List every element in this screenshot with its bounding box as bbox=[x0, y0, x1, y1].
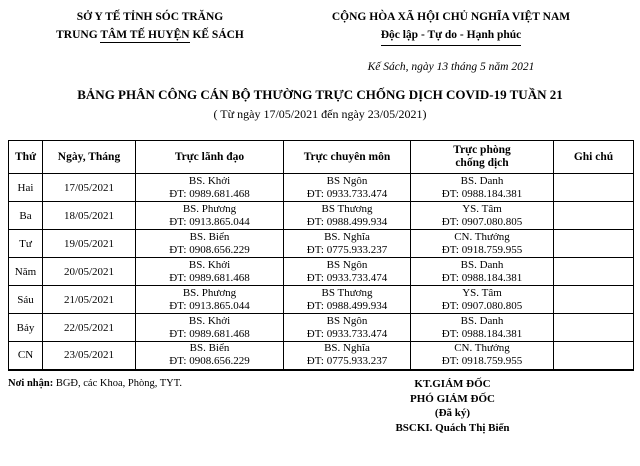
cell-prevention: CN. Thưởng ĐT: 0918.759.955 bbox=[411, 342, 554, 370]
cell-date: 23/05/2021 bbox=[43, 342, 136, 370]
col-header-notes: Ghi chú bbox=[554, 141, 634, 174]
cell-day: Sáu bbox=[9, 286, 43, 314]
agency-parent-name: SỞ Y TẾ TỈNH SÓC TRĂNG bbox=[76, 11, 224, 23]
document-title: BẢNG PHÂN CÔNG CÁN BỘ THƯỜNG TRỰC CHỐNG DỊCH COVID-19 TUẦN 21 bbox=[77, 87, 563, 102]
cell-notes bbox=[554, 202, 634, 230]
signature-name: BSCKI. Quách Thị Biển bbox=[395, 421, 510, 434]
cell-leader: BS. Khởi ĐT: 0989.681.468 bbox=[136, 174, 284, 202]
cell-notes bbox=[554, 174, 634, 202]
cell-prevention: BS. Danh ĐT: 0988.184.381 bbox=[411, 314, 554, 342]
table-row bbox=[9, 202, 634, 230]
cell-leader: BS. Biển ĐT: 0908.656.229 bbox=[136, 342, 284, 370]
cell-date: 18/05/2021 bbox=[43, 202, 136, 230]
cell-date: 22/05/2021 bbox=[43, 314, 136, 342]
cell-day: Bảy bbox=[9, 314, 43, 342]
table-header-row bbox=[9, 141, 634, 174]
col-header-prevention: Trực phòng chống dịch bbox=[411, 141, 554, 174]
document-subtitle: ( Từ ngày 17/05/2021 đến ngày 23/05/2021) bbox=[213, 107, 427, 121]
cell-notes bbox=[554, 314, 634, 342]
cell-professional: BS Thương ĐT: 0988.499.934 bbox=[284, 286, 411, 314]
table-row bbox=[9, 314, 634, 342]
cell-leader: BS. Khởi ĐT: 0989.681.468 bbox=[136, 314, 284, 342]
agency-name-underlined: TÂM TẾ HUYỆN bbox=[100, 29, 190, 41]
place-date-line: Kế Sách, ngày 13 tháng 5 năm 2021 bbox=[367, 61, 535, 73]
cell-day: Ba bbox=[9, 202, 43, 230]
table-row bbox=[9, 174, 634, 202]
agency-name bbox=[36, 26, 264, 44]
cell-notes bbox=[554, 258, 634, 286]
agency-name-prefix: TRUNG bbox=[56, 29, 101, 41]
table-row bbox=[9, 342, 634, 370]
cell-professional: BS. Nghĩa ĐT: 0775.933.237 bbox=[284, 230, 411, 258]
cell-leader: BS. Khởi ĐT: 0989.681.468 bbox=[136, 258, 284, 286]
cell-day: Tư bbox=[9, 230, 43, 258]
signature-signed-note: (Đã ký) bbox=[434, 407, 471, 419]
cell-notes bbox=[554, 286, 634, 314]
col-header-leader: Trực lãnh đạo bbox=[136, 141, 284, 174]
cell-prevention: BS. Danh ĐT: 0988.184.381 bbox=[411, 258, 554, 286]
signature-acting-title: KT.GIÁM ĐỐC bbox=[414, 378, 491, 390]
cell-prevention: CN. Thưởng ĐT: 0918.759.955 bbox=[411, 230, 554, 258]
duty-schedule-table bbox=[8, 140, 634, 371]
table-row bbox=[9, 258, 634, 286]
cell-professional: BS. Nghĩa ĐT: 0775.933.237 bbox=[284, 342, 411, 370]
cell-notes bbox=[554, 342, 634, 370]
col-header-day: Thứ bbox=[9, 141, 43, 174]
recipients-line bbox=[8, 378, 182, 389]
cell-prevention: YS. Tâm ĐT: 0907.080.805 bbox=[411, 286, 554, 314]
cell-date: 19/05/2021 bbox=[43, 230, 136, 258]
cell-day: CN bbox=[9, 342, 43, 370]
signature-block bbox=[340, 377, 565, 435]
issuing-agency-block bbox=[36, 8, 264, 44]
cell-professional: BS Ngôn ĐT: 0933.733.474 bbox=[284, 174, 411, 202]
agency-name-suffix: KẾ SÁCH bbox=[189, 29, 244, 41]
cell-professional: BS Ngôn ĐT: 0933.733.474 bbox=[284, 258, 411, 286]
cell-prevention: BS. Danh ĐT: 0988.184.381 bbox=[411, 174, 554, 202]
cell-leader: BS. Phương ĐT: 0913.865.044 bbox=[136, 286, 284, 314]
cell-notes bbox=[554, 230, 634, 258]
cell-professional: BS Thương ĐT: 0988.499.934 bbox=[284, 202, 411, 230]
national-title: CỘNG HÒA XÃ HỘI CHỦ NGHĨA VIỆT NAM bbox=[331, 11, 571, 23]
cell-prevention: YS. Tâm ĐT: 0907.080.805 bbox=[411, 202, 554, 230]
recipients-label: Nơi nhận: bbox=[8, 378, 54, 389]
recipients-text: BGĐ, các Khoa, Phòng, TYT. bbox=[53, 378, 183, 389]
cell-date: 17/05/2021 bbox=[43, 174, 136, 202]
cell-day: Hai bbox=[9, 174, 43, 202]
national-motto: Độc lập - Tự do - Hạnh phúc bbox=[330, 26, 572, 46]
col-header-professional: Trực chuyên môn bbox=[284, 141, 411, 174]
cell-date: 20/05/2021 bbox=[43, 258, 136, 286]
cell-day: Năm bbox=[9, 258, 43, 286]
col-header-date: Ngày, Tháng bbox=[43, 141, 136, 174]
national-motto-block bbox=[330, 8, 572, 46]
table-row bbox=[9, 286, 634, 314]
cell-professional: BS Ngôn ĐT: 0933.733.474 bbox=[284, 314, 411, 342]
cell-leader: BS. Biển ĐT: 0908.656.229 bbox=[136, 230, 284, 258]
cell-date: 21/05/2021 bbox=[43, 286, 136, 314]
table-row bbox=[9, 230, 634, 258]
signature-position: PHÓ GIÁM ĐỐC bbox=[410, 392, 495, 405]
cell-leader: BS. Phương ĐT: 0913.865.044 bbox=[136, 202, 284, 230]
